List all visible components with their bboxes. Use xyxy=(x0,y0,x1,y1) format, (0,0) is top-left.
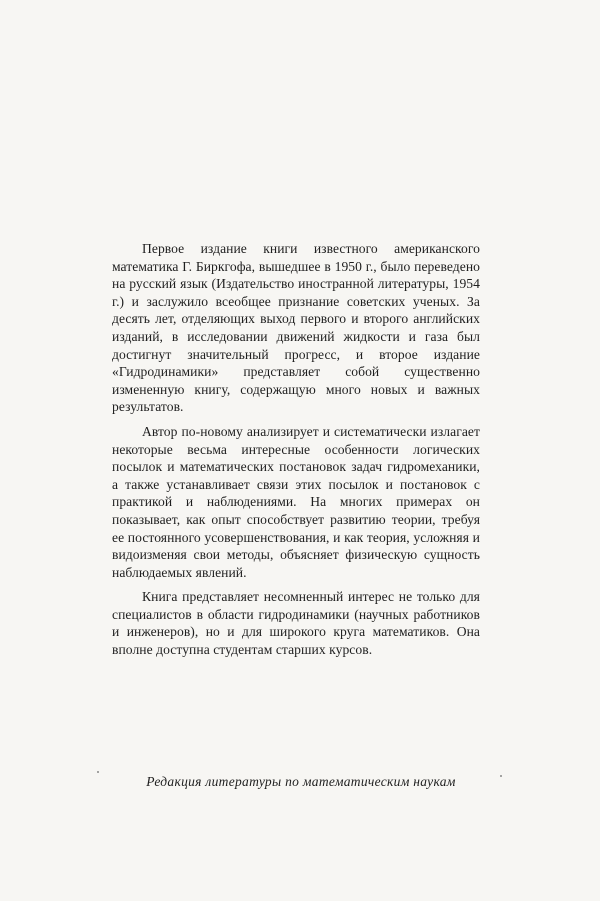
annotation-paragraph-1: Первое издание книги известного американского математика Г. Биркгофа, вышедшее в 1950 г., было переведено на русский язык (Издательство иностранной литературы, 1954 г.) и заслужило всеобщее признание советских ученых. За десять лет, отделяющих выход первого и второго английских изданий, в исследовании движений жидкости и газа был достигнут значительный прогресс, и второе издание «Гидродинамики» представляет собой существенно измененную книгу, содержащую много новых и важных результатов. xyxy=(112,241,480,415)
scan-speck xyxy=(97,771,99,773)
scan-speck xyxy=(500,775,502,777)
annotation-paragraph-3: Книга представляет несомненный интерес не только для специалистов в области гидродинамики (научных работников и инженеров), но и для широкого круга математиков. Она вполне доступна студентам старших курсов. xyxy=(112,589,480,658)
book-annotation xyxy=(112,240,480,659)
editorial-office-line xyxy=(0,774,600,790)
annotation-paragraph-2: Автор по-новому анализирует и систематически излагает некоторые весьма интересные особенности логических посылок и математических постановок задач гидромеханики, а также устанавливает связи этих посылок и постановок с практикой и наблюдениями. На многих примерах он показывает, как опыт способствует развитию теории, требуя ее постоянного усовершенствования, и как теория, усложняя и видоизменяя свои методы, объясняет физическую сущность наблюдаемых явлений. xyxy=(112,423,480,580)
editorial-office-text: Редакция литературы по математическим наукам xyxy=(146,774,456,789)
